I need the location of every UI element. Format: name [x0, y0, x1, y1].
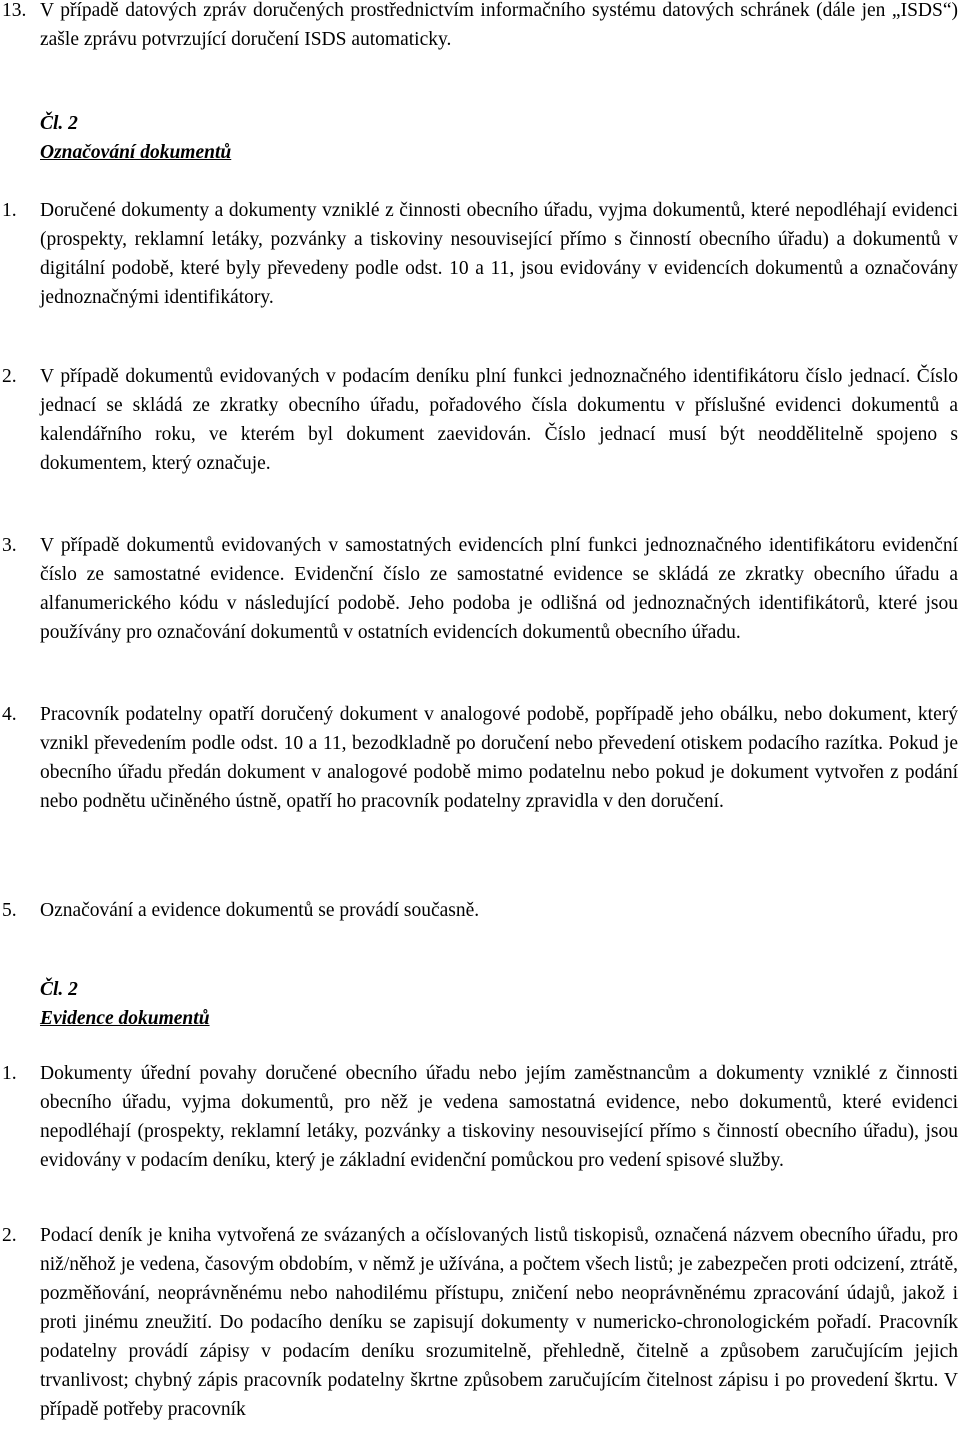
- paragraph-number: 2.: [2, 1225, 17, 1246]
- paragraph-text: Pracovník podatelny opatří doručený dokument v analogové podobě, popřípadě jeho obálku, nebo dokument, který vznikl převedením podle odst. 10 a 11, bezodkladně po doručení nebo převedení otiskem podacího razítka. Pokud je obecního úřadu předán dokument v analogové podobě mimo podatelnu nebo pokud je dokument vytvořen z podání nebo podnětu učiněného ústně, opatří ho pracovník podatelny zpravidla v den doručení.: [40, 704, 958, 812]
- paragraph-text: Dokumenty úřední povahy doručené obecního úřadu nebo jejím zaměstnancům a dokumenty vzniklé z činnosti obecního úřadu, vyjma dokumentů, pro něž je vedena samostatná evidence, nebo dokumentů, které evidenci nepodléhají (prospekty, reklamní letáky, pozvánky a tiskoviny nesouvisející přímo s činností obecního úřadu), jsou evidovány v podacím deníku, který je základní evidenční pomůckou pro vedení spisové služby.: [40, 1063, 958, 1171]
- paragraph-text: V případě dokumentů evidovaných v samostatných evidencích plní funkci jednoznačného identifikátoru evidenční číslo ze samostatné evidence. Evidenční číslo ze samostatné evidence se skládá ze zkratky obecního úřadu a alfanumerického kódu v následující podobě. Jeho podoba je odlišná od jednoznačných identifikátorů, které jsou používány pro označování dokumentů v ostatních evidencích dokumentů obecního úřadu.: [40, 535, 958, 643]
- section-number: Čl. 2: [40, 979, 78, 1000]
- paragraph-number: 13.: [2, 0, 27, 21]
- section1-item-5: [2, 896, 958, 925]
- section-heading-evidence: [40, 975, 210, 1033]
- paragraph-text: Označování a evidence dokumentů se provádí současně.: [40, 900, 480, 921]
- paragraph-number: 2.: [2, 366, 17, 387]
- section-heading-označování: [40, 109, 231, 167]
- section1-item-2: [2, 362, 958, 478]
- paragraph-number: 4.: [2, 704, 17, 725]
- paragraph-13: [2, 0, 958, 54]
- section1-item-3: [2, 531, 958, 647]
- paragraph-number: 5.: [2, 900, 17, 921]
- paragraph-number: 1.: [2, 1063, 17, 1084]
- section2-item-1: [2, 1059, 958, 1175]
- section1-item-1: [2, 196, 958, 312]
- paragraph-number: 3.: [2, 535, 17, 556]
- section-number: Čl. 2: [40, 113, 78, 134]
- paragraph-text: Doručené dokumenty a dokumenty vzniklé z činnosti obecního úřadu, vyjma dokumentů, které nepodléhají evidenci (prospekty, reklamní letáky, pozvánky a tiskoviny nesouvisející přímo s činností obecního úřadu) a dokumentů v digitální podobě, které byly převedeny podle odst. 10 a 11, jsou evidovány v evidencích dokumentů a označovány jednoznačnými identifikátory.: [40, 200, 958, 308]
- section-title: Označování dokumentů: [40, 142, 232, 163]
- section1-item-4: [2, 700, 958, 816]
- paragraph-text: V případě datových zpráv doručených prostřednictvím informačního systému datových schránek (dále jen „ISDS“) zašle zprávu potvrzující doručení ISDS automaticky.: [40, 0, 958, 50]
- paragraph-text: V případě dokumentů evidovaných v podacím deníku plní funkci jednoznačného identifikátoru číslo jednací. Číslo jednací se skládá ze zkratky obecního úřadu, pořadového čísla dokumentu v příslušné evidenci dokumentů a kalendářního roku, ve kterém byl dokument zaevidován. Číslo jednací musí být neoddělitelně spojeno s dokumentem, který označuje.: [40, 366, 958, 474]
- paragraph-text: Podací deník je kniha vytvořená ze svázaných a očíslovaných listů tiskopisů, označená názvem obecního úřadu, pro niž/něhož je vedena, časovým obdobím, v němž je užívána, a počtem všech listů; je zabezpečen proti odcizení, ztrátě, pozměňování, neoprávněnému nebo nahodilému přístupu, zničení nebo neoprávněnému zpracování údajů, jakož i proti jinému zneužití. Do podacího deníku se zapisují dokumenty v numericko-chronologickém pořadí. Pracovník podatelny provádí zápisy v podacím deníku srozumitelně, přehledně, čitelně a způsobem zaručujícím jejich trvanlivost; chybný zápis pracovník podatelny škrtne způsobem zaručujícím čitelnost zápisu i po provedení škrtu. V případě potřeby pracovník: [40, 1225, 958, 1420]
- section-title: Evidence dokumentů: [40, 1008, 210, 1029]
- paragraph-number: 1.: [2, 200, 17, 221]
- section2-item-2: [2, 1221, 958, 1424]
